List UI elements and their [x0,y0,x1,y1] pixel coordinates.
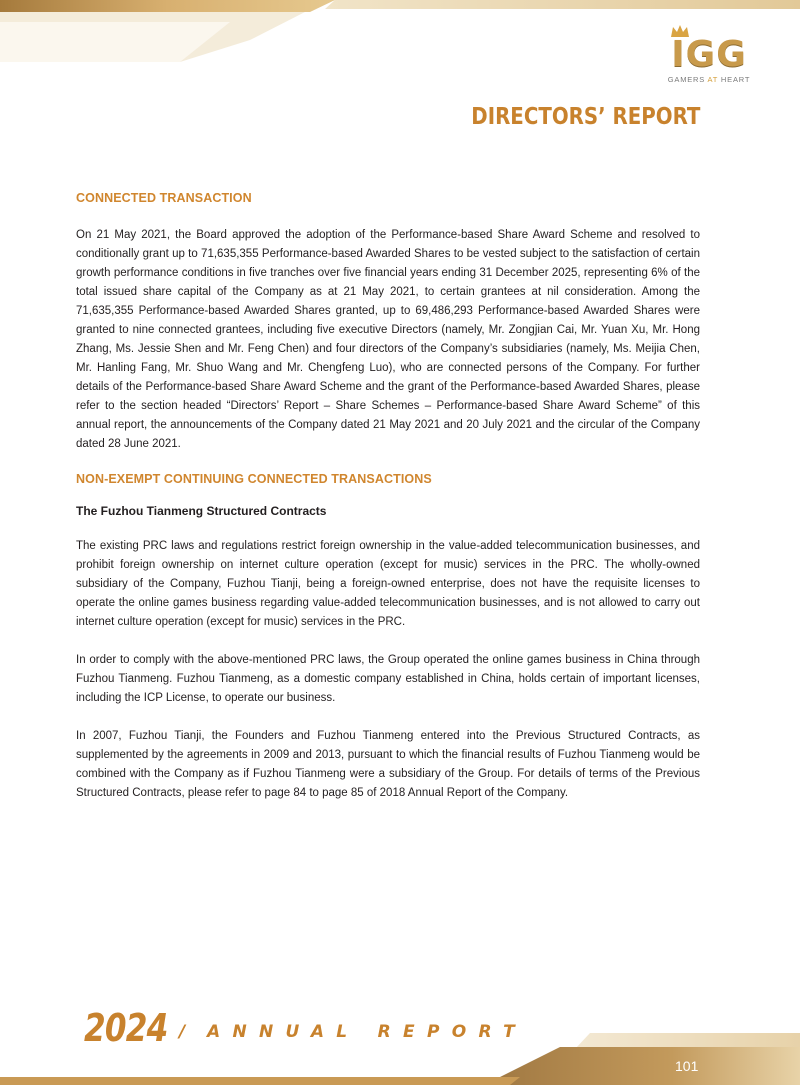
logo-tagline: GAMERS AT HEART [667,75,751,84]
paragraph-prc-laws: The existing PRC laws and regulations restrict foreign ownership in the value-added telecommunication businesses, and prohibit foreign ownership on internet culture operation (except for music) services in the PRC. The wholly-owned subsidiary of the Company, Fuzhou Tianji, being a foreign-owned enterprise, does not have the requisite licenses to operate the online games business regarding value-added telecommunication businesses, and is not allowed to carry out internet culture operation (except for music) services in the PRC. [76,540,700,628]
paragraph-connected: On 21 May 2021, the Board approved the adoption of the Performance-based Share Award Scheme and resolved to conditionally grant up to 71,635,355 Performance-based Awarded Shares to be vested subject to the satisfaction of certain growth performance conditions in five tranches over five financial years ending 31 December 2025, representing 6% of the total issued share capital of the Company as at 21 May 2021, to certain grantees at nil consideration. Among the 71,635,355 Performance-based Awarded Shares granted, up to 69,486,293 Performance-based Awarded Shares were granted to nine connected grantees, including five executive Directors (namely, Mr. Zongjian Cai, Mr. Yuan Xu, Mr. Hong Zhang, Ms. Jessie Shen and Mr. Feng Chen) and four directors of the Company’s subsidiaries (namely, Ms. Meijia Chen, Mr. Hanling Fang, Mr. Shuo Wang and Mr. Chengfeng Luo), who are connected persons of the Company. For further details of the Performance-based Share Award Scheme and the grant of the Performance-based Awarded Shares, please refer to the section headed “Directors’ Report – Share Schemes – Performance-based Share Award Scheme” of this annual report, the announcements of the Company dated 21 May 2021 and 20 July 2021 and the circular of the Company dated 28 June 2021. [76,229,700,450]
page-number: 101 [675,1058,699,1074]
paragraph-previous-contracts: In 2007, Fuzhou Tianji, the Founders and Fuzhou Tianmeng entered into the Previous Structured Contracts, as supplemented by the agreements in 2009 and 2013, pursuant to which the financial results of Fuzhou Tianmeng would be combined with the Company as if Fuzhou Tianmeng were a subsidiary of the Group. For details of terms of the Previous Structured Contracts, please refer to page 84 to page 85 of 2018 Annual Report of the Company. [76,730,700,799]
footer-slash: / [179,1022,186,1042]
footer-annual-report-text: ANNUAL REPORT [207,1022,527,1042]
annual-report-footer-label [84,1006,527,1050]
section-heading-non-exempt: NON-EXEMPT CONTINUING CONNECTED TRANSACTIONS [76,472,432,486]
subheading-structured-contracts: The Fuzhou Tianmeng Structured Contracts [76,504,327,518]
main-content [76,191,700,803]
section-heading-connected: CONNECTED TRANSACTION [76,191,252,205]
page-title: DIRECTORS’ REPORT [470,104,700,130]
igg-logo [662,24,756,92]
paragraph-comply: In order to comply with the above-mentioned PRC laws, the Group operated the online games business in China through Fuzhou Tianmeng. Fuzhou Tianmeng, as a domestic company established in China, holds certain of important licenses, including the ICP License, to operate our business. [76,654,700,704]
logo-letters: IGG [671,34,747,75]
report-year: 2024 [84,1006,168,1050]
